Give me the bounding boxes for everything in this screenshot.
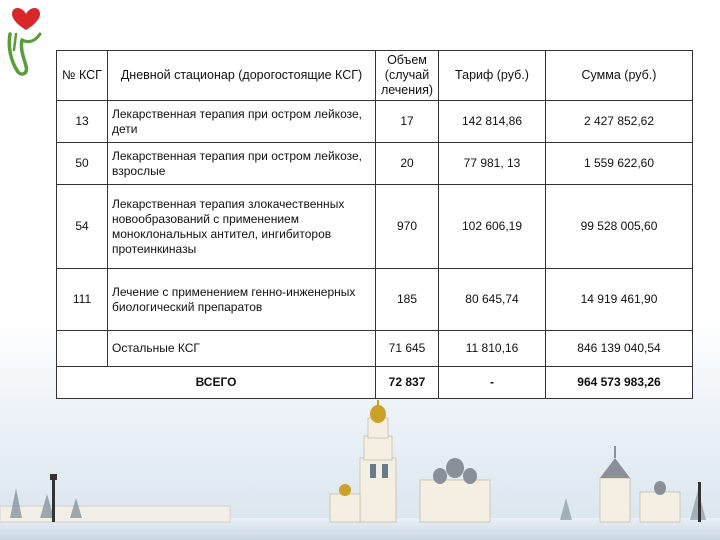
table-row [57,185,693,269]
cell-name: Лечение с применением генно-инженерных биологический препаратов [108,269,376,331]
cell-sum: 2 427 852,62 [546,101,693,143]
table-row [57,101,693,143]
total-volume: 72 837 [376,367,439,399]
table-row [57,331,693,367]
total-label: ВСЕГО [57,367,376,399]
table-total-row [57,367,693,399]
header-name: Дневной стационар (дорогостоящие КСГ) [108,51,376,101]
ksg-table [56,50,693,399]
header-sum: Сумма (руб.) [546,51,693,101]
cell-sum: 846 139 040,54 [546,331,693,367]
total-tariff: - [439,367,546,399]
cell-name: Остальные КСГ [108,331,376,367]
cell-volume: 185 [376,269,439,331]
table-row [57,269,693,331]
header-tariff: Тариф (руб.) [439,51,546,101]
cell-ksg: 54 [57,185,108,269]
cell-tariff: 102 606,19 [439,185,546,269]
header-volume: Объем (случай лечения) [376,51,439,101]
total-sum: 964 573 983,26 [546,367,693,399]
cell-ksg: 13 [57,101,108,143]
cell-tariff: 11 810,16 [439,331,546,367]
cell-sum: 14 919 461,90 [546,269,693,331]
heart-hand-logo [2,0,50,80]
cell-ksg: 50 [57,143,108,185]
cell-volume: 970 [376,185,439,269]
cell-volume: 71 645 [376,331,439,367]
cell-name: Лекарственная терапия злокачественных новообразований с применением моноклональных антител, ингибиторов протеинкиназы [108,185,376,269]
cell-tariff: 77 981, 13 [439,143,546,185]
cathedral-illustration [0,398,720,540]
cell-tariff: 80 645,74 [439,269,546,331]
cell-sum: 1 559 622,60 [546,143,693,185]
cell-ksg [57,331,108,367]
cell-ksg: 111 [57,269,108,331]
cell-volume: 17 [376,101,439,143]
table-row [57,143,693,185]
cell-tariff: 142 814,86 [439,101,546,143]
table-header-row [57,51,693,101]
cell-name: Лекарственная терапия при остром лейкозе, взрослые [108,143,376,185]
cell-sum: 99 528 005,60 [546,185,693,269]
header-ksg: № КСГ [57,51,108,101]
cell-volume: 20 [376,143,439,185]
cell-name: Лекарственная терапия при остром лейкозе, дети [108,101,376,143]
